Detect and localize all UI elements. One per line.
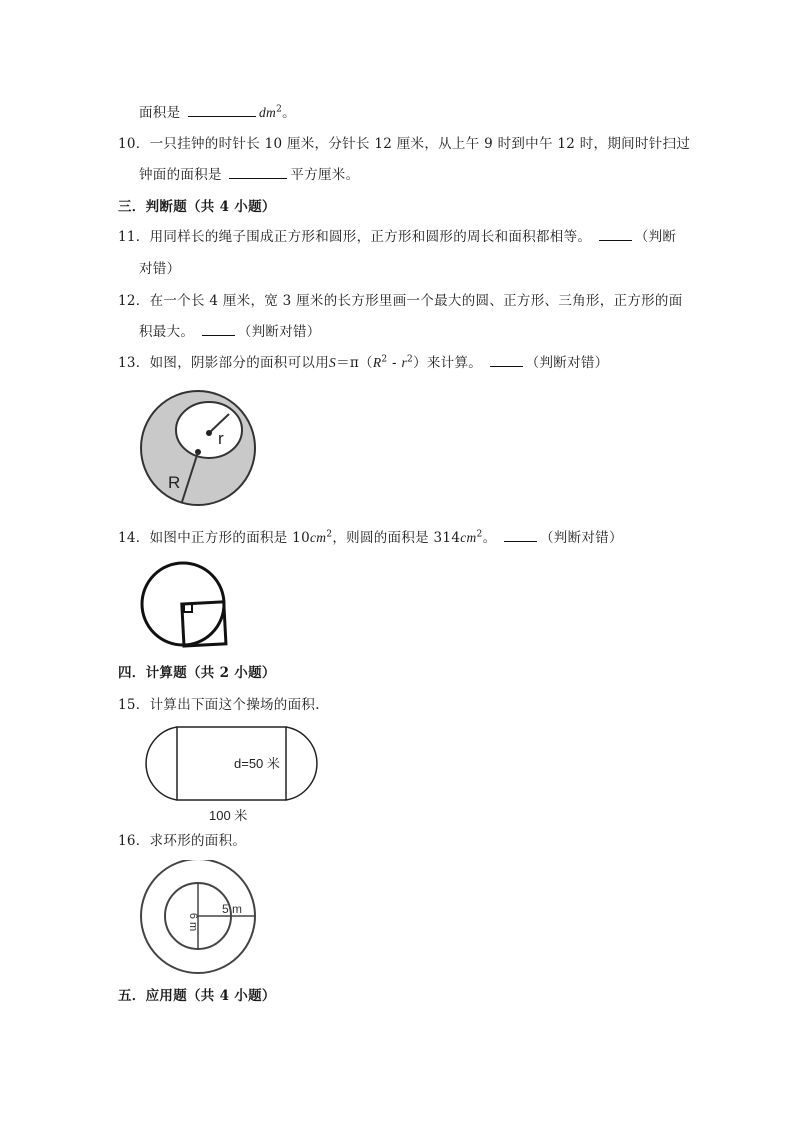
q12-prefix: 积最大。 (139, 324, 195, 340)
formula-minus: - (387, 355, 402, 371)
q11-line1 (118, 228, 676, 246)
unit-cm: cm (309, 530, 327, 545)
q16-number: 16． (118, 833, 150, 849)
inner-radius-label: r (218, 429, 224, 448)
q14-number: 14． (118, 530, 150, 546)
q15-playground-figure (138, 724, 324, 824)
section-title-calculation: 四．计算题（共 2 小题） (118, 665, 276, 681)
q16-text: 求环形的面积。 (149, 833, 247, 849)
q14-text-b: ，则圆的面积是 314 (332, 530, 461, 546)
q15-text: 计算出下面这个操场的面积. (149, 697, 320, 713)
q13-number: 13． (118, 355, 150, 371)
q12-text: 在一个长 4 厘米，宽 3 厘米的长方形里画一个最大的圆、正方形、三角形，正方形的面 (149, 293, 683, 309)
formula-eq: ＝π（ (336, 355, 373, 371)
q9-end: 。 (282, 105, 296, 121)
q13-suffix: （判断对错） (525, 355, 609, 371)
ring-width-label: 5 m (222, 902, 243, 916)
q10-line2 (139, 166, 359, 184)
q13-text-a: 如图，阴影部分的面积可以用 (149, 355, 329, 371)
q9-continuation (139, 104, 296, 122)
q15-line (118, 696, 320, 714)
q16-ring-figure (138, 860, 260, 978)
formula-R: R (372, 355, 382, 370)
length-label: 100 米 (209, 808, 248, 823)
q12-number: 12． (118, 293, 150, 309)
q10-suffix: 平方厘米。 (290, 167, 360, 183)
answer-blank[interactable] (490, 354, 523, 367)
q14-text-c: 。 (482, 530, 497, 546)
section-title-application: 五．应用题（共 4 小题） (118, 988, 276, 1004)
q10-prefix: 钟面的面积是 (139, 167, 222, 183)
q11-text: 用同样长的绳子围成正方形和圆形，正方形和圆形的周长和面积都相等。 (149, 229, 592, 245)
section-title-judgment: 三．判断题（共 4 小题） (118, 199, 276, 215)
unit-cm: cm (460, 530, 477, 545)
q12-suffix: （判断对错） (237, 324, 321, 340)
formula-close: ） (413, 355, 427, 371)
q13-text-b: 来计算。 (426, 355, 483, 371)
formula-exp: 2 (381, 354, 388, 365)
q15-number: 15． (118, 697, 150, 713)
q14-line (118, 529, 623, 547)
q10-text: 一只挂钟的时针长 10 厘米，分针长 12 厘米，从上午 9 时到中午 12 时，期间时针扫过 (149, 136, 691, 152)
answer-blank[interactable] (188, 104, 256, 117)
q14-text-a: 如图中正方形的面积是 10 (149, 530, 310, 546)
q14-circle-square-figure (140, 560, 240, 652)
answer-blank[interactable] (202, 323, 235, 336)
unit-exp: 2 (476, 529, 483, 540)
outer-radius-label: R (168, 473, 181, 492)
q12-line1 (118, 292, 683, 310)
q13-line (118, 354, 608, 372)
q9-unit-exp: 2 (276, 104, 283, 115)
unit-exp: 2 (326, 529, 333, 540)
q11-number: 11． (118, 229, 150, 245)
formula-exp: 2 (407, 354, 414, 365)
q11-suffix: （判断 (634, 229, 677, 245)
q14-suffix: （判断对错） (539, 530, 623, 546)
q9-unit: dm (259, 105, 277, 120)
formula-r: r (401, 355, 408, 370)
q11-line2: 对错） (139, 261, 181, 277)
inner-diameter-label: 6 m (187, 912, 199, 932)
q9-prefix: 面积是 (139, 105, 181, 121)
q12-line2 (139, 323, 321, 341)
q10-line1 (118, 135, 690, 153)
formula-s: S (329, 355, 337, 370)
answer-blank[interactable] (229, 166, 287, 179)
diameter-label: d=50 米 (234, 756, 280, 771)
q13-annulus-figure (138, 388, 260, 510)
q16-line (118, 832, 246, 850)
q10-number: 10． (118, 136, 150, 152)
answer-blank[interactable] (599, 228, 632, 241)
answer-blank[interactable] (504, 529, 537, 542)
